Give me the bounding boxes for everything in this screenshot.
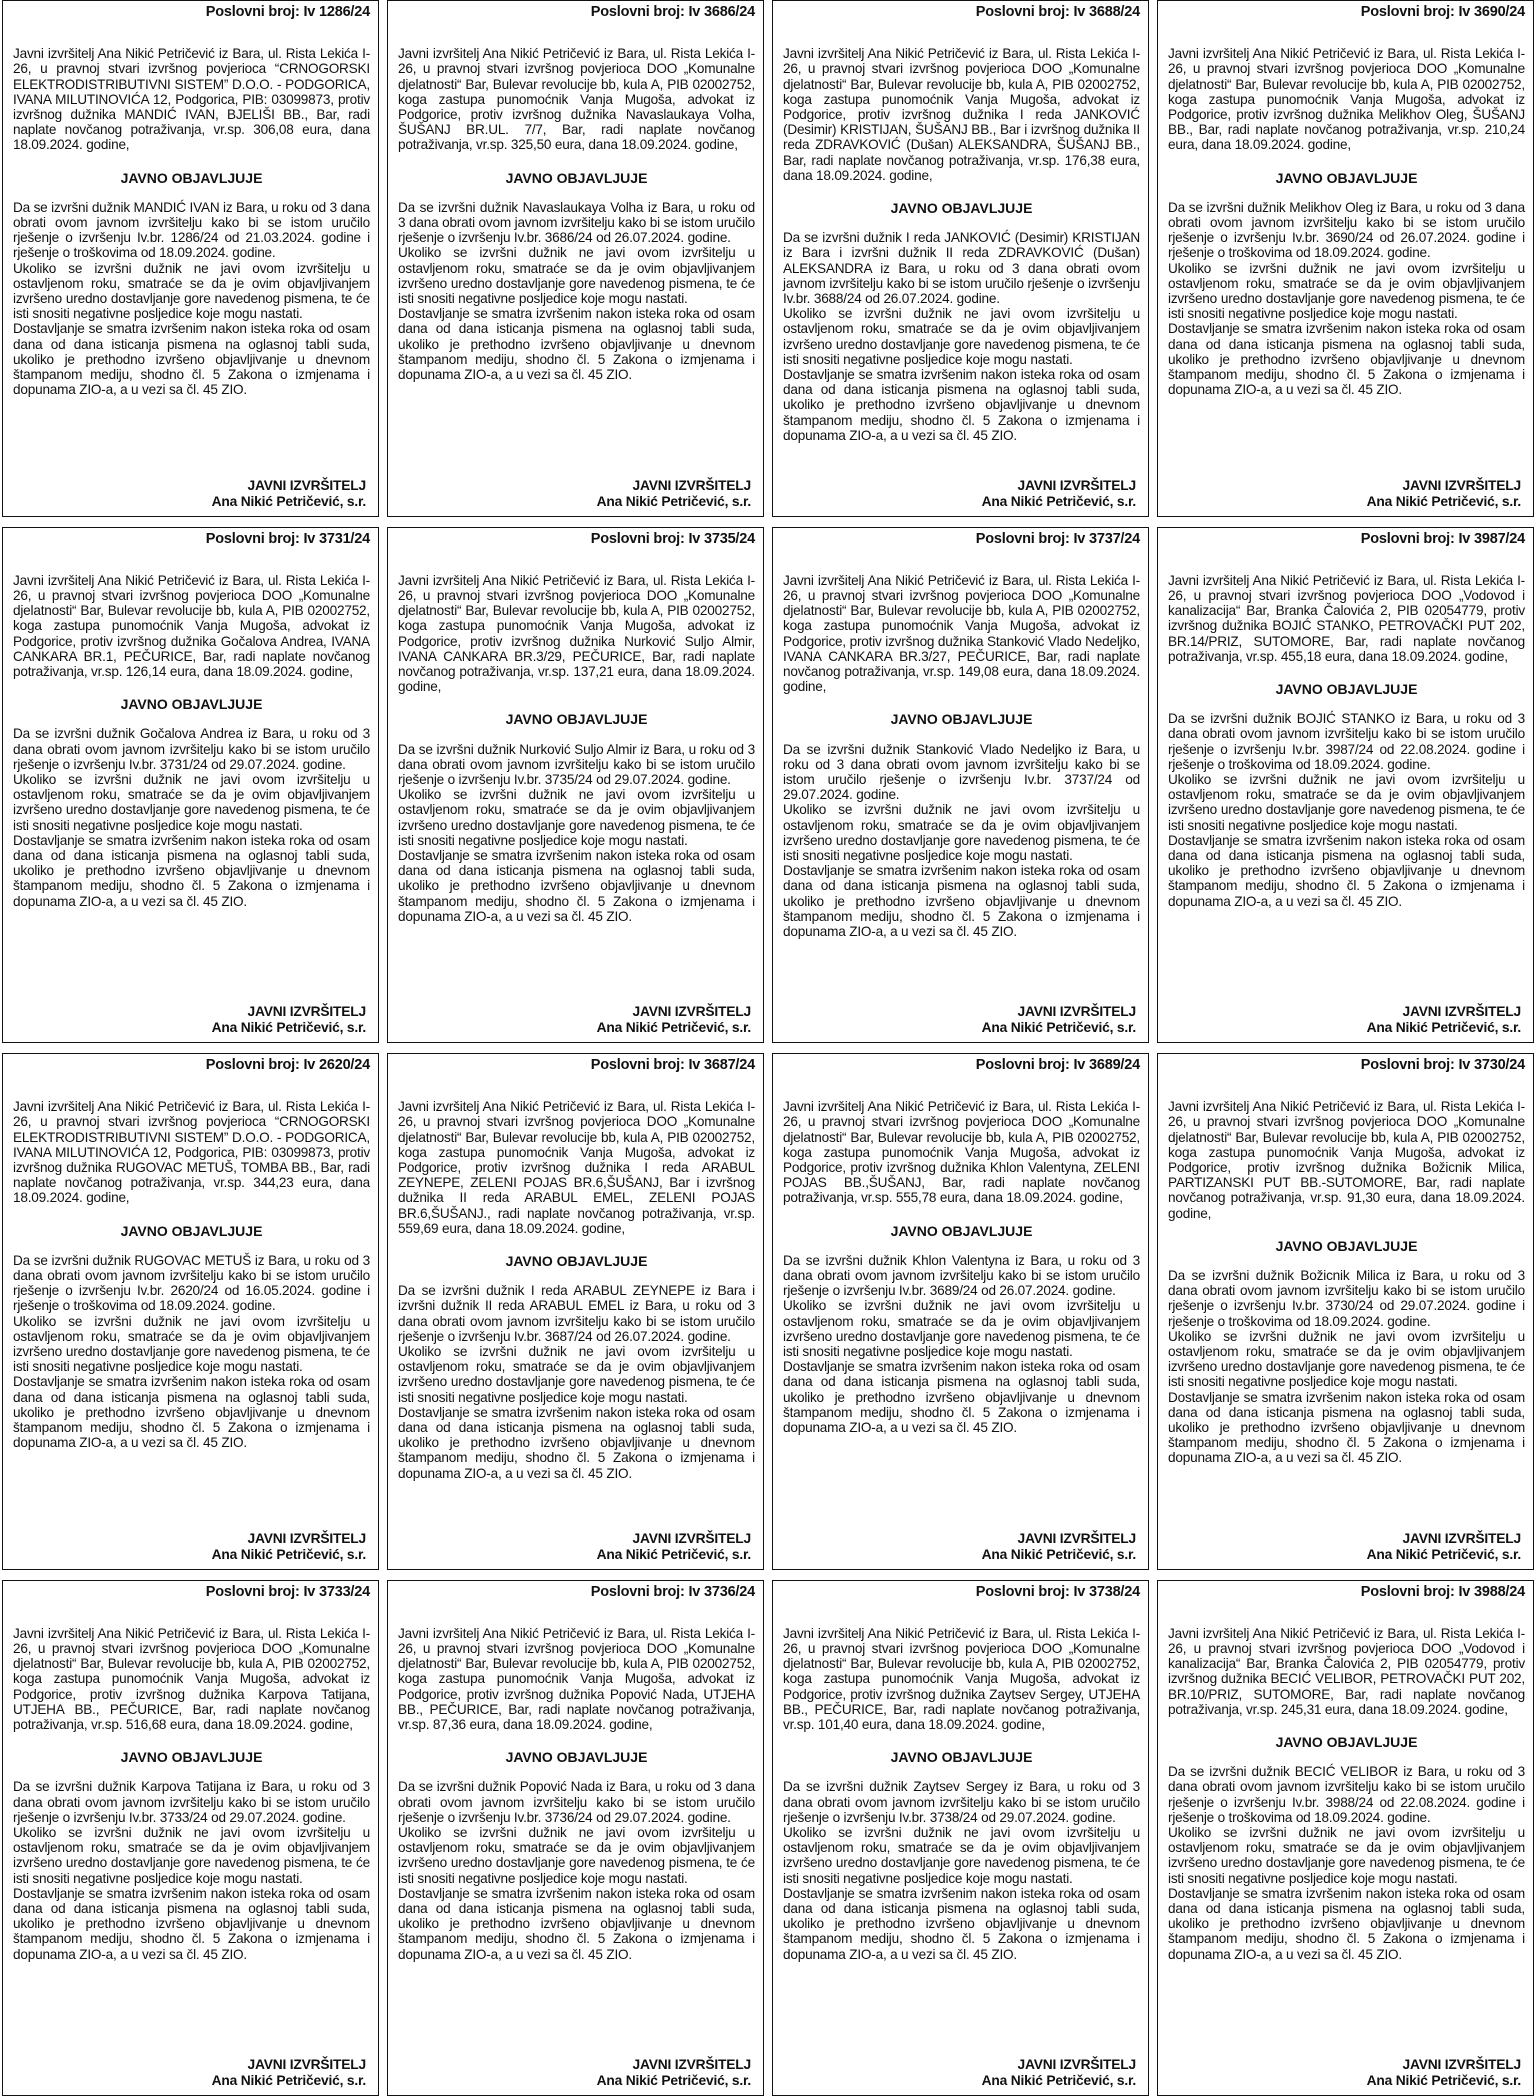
notice-heading: JAVNO OBJAVLJUJE	[1275, 1733, 1418, 1750]
notice-consequence: Ukoliko se izvršni dužnik ne javi ovom izvršitelju u ostavljenom roku, smatraće se da je ovim objavljivanjem izvršeno uredno dostavljanje gore navedenog pismena, te će isti snositi negativne posljedice koje mogu nastati.	[783, 306, 1140, 367]
signature-block	[783, 2057, 1140, 2089]
notice-intro: Javni izvršitelj Ana Nikić Petričević iz Bara, ul. Rista Lekića I-26, u pravnoj stvari izvršnog povjerioca DOO „Komunalne djelatnosti“ Bar, Bulevar revolucije bb, kula A, PIB 02002752, koga zastupa punomoćnik Vanja Mugoša, advokat iz Podgorice, protiv izvršnog dužnika Navaslaukaya Volha, ŠUŠANJ BR.UL. 7/7, Bar, radi naplate novčanog potraživanja, vr.sp. 325,50 eura, dana 18.09.2024. godine,	[398, 46, 755, 153]
notice-heading: JAVNO OBJAVLJUJE	[890, 200, 1033, 217]
notice-delivery: Dostavljanje se smatra izvršenim nakon isteka roka od osam dana od dana isticanja pismena na oglasnoj tabli suda, ukoliko je prethodno izvršeno objavljivanje u dnevnom štampanom mediju, shodno čl. 5 Zakona o izmjenama i dopunama ZIO-a, a u vezi sa čl. 45 ZIO.	[783, 367, 1140, 443]
notice-consequence: Ukoliko se izvršni dužnik ne javi ovom izvršitelju u ostavljenom roku, smatraće se da je ovim objavljivanjem izvršeno uredno dostavljanje gore navedenog pismena, te će isti snositi negativne posljedice koje mogu nastati.	[13, 1824, 370, 1886]
notice-heading: JAVNO OBJAVLJUJE	[505, 1253, 648, 1270]
signature-block	[783, 1531, 1140, 1563]
signature-title: JAVNI IZVRŠITELJ	[1402, 1004, 1521, 1019]
signature-name: Ana Nikić Petričević, s.r.	[596, 1020, 751, 1035]
case-number: Poslovni broj: Iv 1286/24	[205, 4, 370, 20]
case-number: Poslovni broj: Iv 2620/24	[205, 1057, 370, 1073]
notice-intro: Javni izvršitelj Ana Nikić Petričević iz Bara, ul. Rista Lekića I-26, u pravnoj stvari izvršnog povjerioca DOO „Komunalne djelatnosti“ Bar, Bulevar revolucije bb, kula A, PIB 02002752, koga zastupa punomoćnik Vanja Mugoša, advokat iz Podgorice, protiv izvršnog dužnika Karpova Tatijana, UTJEHA BB., PEČURICE, Bar, radi naplate novčanog potraživanja, vr.sp. 516,68 eura, dana 18.09.2024. godine,	[13, 1625, 370, 1732]
notice-intro: Javni izvršitelj Ana Nikić Petričević iz Bara, ul. Rista Lekića I-26, u pravnoj stvari izvršnog povjerioca DOO „Komunalne djelatnosti“ Bar, Bulevar revolucije bb, kula A, PIB 02002752, koga zastupa punomoćnik Vanja Mugoša, advokat iz Podgorice, protiv izvršnog dužnika Nurković Suljo Almir, IVANA CANKARA BR.3/29, PEČURICE, Bar, radi naplate novčanog potraživanja, vr.sp. 137,21 eura, dana 18.09.2024. godine,	[398, 572, 755, 695]
notice-delivery: Dostavljanje se smatra izvršenim nakon isteka roka od osam dana od dana isticanja pismena na oglasnoj tabli suda, ukoliko je prethodno izvršeno objavljivanje u dnevnom štampanom mediju, shodno čl. 5 Zakona o izmjenama i dopunama ZIO-a, a u vezi sa čl. 45 ZIO.	[783, 1359, 1140, 1436]
notice-delivery: Dostavljanje se smatra izvršenim nakon isteka roka od osam dana od dana isticanja pismena na oglasnoj tabli suda, ukoliko je prethodno izvršeno objavljivanje u dnevnom štampanom mediju, shodno čl. 5 Zakona o izmjenama i dopunama ZIO-a, a u vezi sa čl. 45 ZIO.	[783, 863, 1140, 939]
notice-intro: Javni izvršitelj Ana Nikić Petričević iz Bara, ul. Rista Lekića I-26, u pravnoj stvari izvršnog povjerioca DOO „Komunalne djelatnosti“ Bar, Bulevar revolucije bb, kula A, PIB 02002752, koga zastupa punomoćnik Vanja Mugoša, advokat iz Podgorice, protiv izvršnog dužnika Stanković Vlado Nedeljko, IVANA CANKARA BR.3/27, PEČURICE, Bar, radi naplate novčanog potraživanja, vr.sp. 149,08 eura, dana 18.09.2024. godine,	[783, 572, 1140, 695]
notice-heading: JAVNO OBJAVLJUJE	[1275, 169, 1418, 186]
case-number: Poslovni broj: Iv 3987/24	[1360, 530, 1525, 547]
signature-block	[1168, 478, 1525, 510]
signature-block	[1168, 2057, 1525, 2089]
notice-declaration: Da se izvršni dužnik BOJIĆ STANKO iz Bara, u roku od 3 dana obrati ovom javnom izvršitelju kako bi se istom uručilo rješenje o izvršenju Iv.br. 3987/24 od 22.08.2024. godine i rješenje o troškovima od 18.09.2024. godine.	[1168, 711, 1525, 772]
notice-declaration: Da se izvršni dužnik Melikhov Oleg iz Bara, u roku od 3 dana obrati ovom javnom izvršitelju kako bi se istom uručilo rješenje o izvršenju Iv.br. 3690/24 od 26.07.2024. godine i rješenje o troškovima od 18.09.2024. godine.	[1168, 199, 1525, 261]
notice-heading: JAVNO OBJAVLJUJE	[120, 169, 263, 186]
signature-name: Ana Nikić Petričević, s.r.	[981, 493, 1136, 509]
notice-iv-3730-24	[1157, 1053, 1534, 1570]
case-number: Poslovni broj: Iv 3731/24	[205, 530, 370, 547]
notice-iv-3688-24	[772, 0, 1149, 517]
notice-declaration: Da se izvršni dužnik Khlon Valentyna iz Bara, u roku od 3 dana obrati ovom javnom izvršitelju kako bi se istom uručilo rješenje o izvršenju Iv.br. 3689/24 od 26.07.2024. godine.	[783, 1252, 1140, 1299]
notice-intro: Javni izvršitelj Ana Nikić Petričević iz Bara, ul. Rista Lekića I-26, u pravnoj stvari izvršnog povjerioca “CRNOGORSKI ELEKTRODISTRIBUTIVNI SISTEM” D.O.O. - PODGORICA, IVANA MILUTINOVIĆA 12, Podgorica, PIB: 03099873, protiv izvršnog dužnika RUGOVAC METUŠ, TOMBA BB., Bar, radi naplate novčanog potraživanja, vr.sp. 344,23 eura, dana 18.09.2024. godine,	[13, 1099, 370, 1206]
case-number: Poslovni broj: Iv 3988/24	[1360, 1583, 1525, 1600]
signature-name: Ana Nikić Petričević, s.r.	[981, 1546, 1136, 1562]
signature-block	[398, 2057, 755, 2089]
notice-iv-3735-24	[387, 527, 764, 1044]
signature-title: JAVNI IZVRŠITELJ	[247, 1004, 366, 1019]
notice-consequence: Ukoliko se izvršni dužnik ne javi ovom izvršitelju u ostavljenom roku, smatraće se da je ovim objavljivanjem izvršeno uredno dostavljanje gore navedenog pismena, te će isti snositi negativne posljedice koje mogu nastati.	[1168, 1824, 1525, 1886]
notice-iv-3686-24	[387, 0, 764, 517]
signature-name: Ana Nikić Petričević, s.r.	[981, 1020, 1136, 1035]
notice-declaration: Da se izvršni dužnik Nurković Suljo Almir iz Bara, u roku od 3 dana obrati ovom javnom izvršitelju kako bi se istom uručilo rješenje o izvršenju Iv.br. 3735/24 od 29.07.2024. godine.	[398, 741, 755, 787]
signature-title: JAVNI IZVRŠITELJ	[632, 1530, 751, 1546]
notice-delivery: Dostavljanje se smatra izvršenim nakon isteka roka od osam dana od dana isticanja pismena na oglasnoj tabli suda, ukoliko je prethodno izvršeno objavljivanje u dnevnom štampanom mediju, shodno čl. 5 Zakona o izmjenama i dopunama ZIO-a, a u vezi sa čl. 45 ZIO.	[13, 832, 370, 909]
notice-declaration: Da se izvršni dužnik Stanković Vlado Nedeljko iz Bara, u roku od 3 dana obrati ovom javnom izvršitelju kako bi se istom uručilo rješenje o izvršenju Iv.br. 3737/24 od 29.07.2024. godine.	[783, 741, 1140, 803]
notice-consequence: Ukoliko se izvršni dužnik ne javi ovom izvršitelju u ostavljenom roku, smatraće se da je ovim objavljivanjem izvršeno uredno dostavljanje gore navedenog pismena, te će isti snositi negativne posljedice koje mogu nastati.	[398, 787, 755, 848]
signature-block	[783, 1004, 1140, 1036]
case-number: Poslovni broj: Iv 3686/24	[590, 4, 755, 20]
signature-name: Ana Nikić Petričević, s.r.	[1366, 2073, 1521, 2088]
signature-title: JAVNI IZVRŠITELJ	[1017, 1530, 1136, 1546]
signature-block	[1168, 1531, 1525, 1563]
case-number: Poslovni broj: Iv 3736/24	[590, 1583, 755, 1600]
notice-consequence: Ukoliko se izvršni dužnik ne javi ovom izvršitelju u ostavljenom roku, smatraće se da je ovim objavljivanjem izvršeno uredno dostavljanje gore navedenog pismena, te će isti snositi negativne posljedice koje mogu nastati.	[398, 245, 755, 307]
notice-consequence: Ukoliko se izvršni dužnik ne javi ovom izvršitelju u ostavljenom roku, smatraće se da je ovim objavljivanjem izvršeno uredno dostavljanje gore navedenog pismena, te će isti snositi negativne posljedice koje mogu nastati.	[13, 1313, 370, 1375]
case-number: Poslovni broj: Iv 3690/24	[1360, 4, 1525, 20]
signature-title: JAVNI IZVRŠITELJ	[1017, 477, 1136, 493]
case-number: Poslovni broj: Iv 3688/24	[975, 4, 1140, 20]
notice-intro: Javni izvršitelj Ana Nikić Petričević iz Bara, ul. Rista Lekića I-26, u pravnoj stvari izvršnog povjerioca DOO „Komunalne djelatnosti“ Bar, Bulevar revolucije bb, kula A, PIB 02002752, koga zastupa punomoćnik Vanja Mugoša, advokat iz Podgorice, protiv izvršnog dužnika I reda JANKOVIĆ (Desimir) KRISTIJAN, ŠUŠANJ BB., Bar i izvršnog dužnika II reda ZDRAVKOVIĆ (Dušan) ALEKSANDRA, ŠUŠANJ BB., Bar, radi naplate novčanog potraživanja, vr.sp. 176,38 eura, dana 18.09.2024. godine,	[783, 46, 1140, 183]
notice-declaration: Da se izvršni dužnik I reda JANKOVIĆ (Desimir) KRISTIJAN iz Bara i izvršni dužnik II reda ZDRAVKOVIĆ (Dušan) ALEKSANDRA iz Bara, u roku od 3 dana obrati ovom javnom izvršitelju kako bi se istom uručilo rješenje o izvršenju Iv.br. 3688/24 od 26.07.2024. godine.	[783, 230, 1140, 307]
notice-heading: JAVNO OBJAVLJUJE	[120, 696, 263, 713]
signature-block	[1168, 1004, 1525, 1036]
case-number: Poslovni broj: Iv 3733/24	[205, 1583, 370, 1600]
notice-declaration: Da se izvršni dužnik Božicnik Milica iz Bara, u roku od 3 dana obrati ovom javnom izvršitelju kako bi se istom uručilo rješenje o izvršenju Iv.br. 3730/24 od 29.07.2024. godine i rješenje o troškovima od 18.09.2024. godine.	[1168, 1268, 1525, 1329]
notice-consequence: Ukoliko se izvršni dužnik ne javi ovom izvršitelju u ostavljenom roku, smatraće se da je ovim objavljivanjem izvršeno uredno dostavljanje gore navedenog pismena, te će isti snositi negativne posljedice koje mogu nastati.	[783, 1824, 1140, 1886]
signature-name: Ana Nikić Petričević, s.r.	[1366, 1546, 1521, 1562]
notice-consequence: Ukoliko se izvršni dužnik ne javi ovom izvršitelju u ostavljenom roku, smatraće se da je ovim objavljivanjem izvršeno uredno dostavljanje gore navedenog pismena, te će isti snositi negativne posljedice koje mogu nastati.	[398, 1824, 755, 1886]
case-number: Poslovni broj: Iv 3737/24	[975, 530, 1140, 547]
notice-consequence: Ukoliko se izvršni dužnik ne javi ovom izvršitelju u ostavljenom roku, smatraće se da je ovim objavljivanjem izvršeno uredno dostavljanje gore navedenog pismena, te će isti snositi negativne posljedice koje mogu nastati.	[1168, 1328, 1525, 1390]
notice-intro: Javni izvršitelj Ana Nikić Petričević iz Bara, ul. Rista Lekića I-26, u pravnoj stvari izvršnog povjerioca DOO „Vodovod i kanalizacija“ Bar, Branka Čalovića 2, PIB 02054779, protiv izvršnog dužnika BECIĆ VELIBOR, PETROVAČKI PUT 202, BR.10/PRIZ, SUTOMORE, Bar, radi naplate novčanog potraživanja, vr.sp. 245,31 eura, dana 18.09.2024. godine,	[1168, 1625, 1525, 1717]
case-number: Poslovni broj: Iv 3735/24	[590, 530, 755, 547]
notice-consequence: Ukoliko se izvršni dužnik ne javi ovom izvršitelju u ostavljenom roku, smatraće se da je ovim objavljivanjem izvršeno uredno dostavljanje gore navedenog pismena, te će isti snositi negativne posljedice koje mogu nastati.	[1168, 771, 1525, 833]
notice-iv-3987-24	[1157, 527, 1534, 1044]
signature-title: JAVNI IZVRŠITELJ	[632, 477, 751, 493]
signature-title: JAVNI IZVRŠITELJ	[632, 1004, 751, 1019]
notice-declaration: Da se izvršni dužnik Karpova Tatijana iz Bara, u roku od 3 dana obrati ovom javnom izvršitelju kako bi se istom uručilo rješenje o izvršenju Iv.br. 3733/24 od 29.07.2024. godine.	[13, 1779, 370, 1825]
notice-consequence: Ukoliko se izvršni dužnik ne javi ovom izvršitelju u ostavljenom roku, smatraće se da je ovim objavljivanjem izvršeno uredno dostavljanje gore navedenog pismena, te će isti snositi negativne posljedice koje mogu nastati.	[13, 260, 370, 322]
notice-declaration: Da se izvršni dužnik Zaytsev Sergey iz Bara, u roku od 3 dana obrati ovom javnom izvršitelju kako bi se istom uručilo rješenje o izvršenju Iv.br. 3738/24 od 29.07.2024. godine.	[783, 1779, 1140, 1825]
notice-delivery: Dostavljanje se smatra izvršenim nakon isteka roka od osam dana od dana isticanja pismena na oglasnoj tabli suda, ukoliko je prethodno izvršeno objavljivanje u dnevnom štampanom mediju, shodno čl. 5 Zakona o izmjenama i dopunama ZIO-a, a u vezi sa čl. 45 ZIO.	[783, 1885, 1140, 1962]
notice-iv-3731-24	[2, 527, 379, 1044]
signature-title: JAVNI IZVRŠITELJ	[1402, 1530, 1521, 1546]
case-number: Poslovni broj: Iv 3689/24	[975, 1057, 1140, 1073]
signature-block	[13, 1531, 370, 1563]
signature-name: Ana Nikić Petričević, s.r.	[596, 493, 751, 509]
notice-heading: JAVNO OBJAVLJUJE	[890, 711, 1033, 728]
signature-name: Ana Nikić Petričević, s.r.	[211, 1546, 366, 1562]
signature-title: JAVNI IZVRŠITELJ	[1017, 1004, 1136, 1019]
notice-declaration: Da se izvršni dužnik Popović Nada iz Bara, u roku od 3 dana obrati ovom javnom izvršitelju kako bi se istom uručilo rješenje o izvršenju Iv.br. 3736/24 od 29.07.2024. godine.	[398, 1779, 755, 1825]
notice-declaration: Da se izvršni dužnik I reda ARABUL ZEYNEPE iz Bara i izvršni dužnik II reda ARABUL EMEL iz Bara, u roku od 3 dana obrati ovom javnom izvršitelju kako bi se istom uručilo rješenje o izvršenju Iv.br. 3687/24 od 26.07.2024. godine.	[398, 1283, 755, 1344]
notice-iv-2620-24	[2, 1053, 379, 1570]
signature-title: JAVNI IZVRŠITELJ	[247, 477, 366, 493]
notice-declaration: Da se izvršni dužnik Navaslaukaya Volha iz Bara, u roku od 3 dana obrati ovom javnom izvršitelju kako bi se istom uručilo rješenje o izvršenju Iv.br. 3686/24 od 26.07.2024. godine.	[398, 199, 755, 246]
notice-iv-3687-24	[387, 1053, 764, 1570]
notice-delivery: Dostavljanje se smatra izvršenim nakon isteka roka od osam dana od dana isticanja pismena na oglasnoj tabli suda, ukoliko je prethodno izvršeno objavljivanje u dnevnom štampanom mediju, shodno čl. 5 Zakona o izmjenama i dopunama ZIO-a, a u vezi sa čl. 45 ZIO.	[1168, 1885, 1525, 1962]
notice-intro: Javni izvršitelj Ana Nikić Petričević iz Bara, ul. Rista Lekića I-26, u pravnoj stvari izvršnog povjerioca DOO „Komunalne djelatnosti“ Bar, Bulevar revolucije bb, kula A, PIB 02002752, koga zastupa punomoćnik Vanja Mugoša, advokat iz Podgorice, protiv izvršnog dužnika Popović Nada, UTJEHA BB., PEČURICE, Bar, radi naplate novčanog potraživanja, vr.sp. 87,36 eura, dana 18.09.2024. godine,	[398, 1625, 755, 1732]
signature-block	[13, 2057, 370, 2089]
signature-block	[398, 478, 755, 510]
signature-name: Ana Nikić Petričević, s.r.	[596, 1546, 751, 1562]
notice-intro: Javni izvršitelj Ana Nikić Petričević iz Bara, ul. Rista Lekića I-26, u pravnoj stvari izvršnog povjerioca DOO „Komunalne djelatnosti“ Bar, Bulevar revolucije bb, kula A, PIB 02002752, koga zastupa punomoćnik Vanja Mugoša, advokat iz Podgorice, protiv izvršnog dužnika Zaytsev Sergey, UTJEHA BB., PEČURICE, Bar, radi naplate novčanog potraživanja, vr.sp. 101,40 eura, dana 18.09.2024. godine,	[783, 1625, 1140, 1732]
notice-heading: JAVNO OBJAVLJUJE	[1275, 1237, 1418, 1254]
notice-iv-3736-24	[387, 1580, 764, 2097]
notice-consequence: Ukoliko se izvršni dužnik ne javi ovom izvršitelju u ostavljenom roku, smatraće se da je ovim objavljivanjem izvršeno uredno dostavljanje gore navedenog pismena, te će isti snositi negativne posljedice koje mogu nastati.	[783, 1298, 1140, 1360]
notices-grid	[2, 0, 1534, 2096]
notice-intro: Javni izvršitelj Ana Nikić Petričević iz Bara, ul. Rista Lekića I-26, u pravnoj stvari izvršnog povjerioca “CRNOGORSKI ELEKTRODISTRIBUTIVNI SISTEM” D.O.O. - PODGORICA, IVANA MILUTINOVIĆA 12, Podgorica, PIB: 03099873, protiv izvršnog dužnika MANDIĆ IVAN, BJELIŠI BB., Bar, radi naplate novčanog potraživanja, vr.sp. 306,08 eura, dana 18.09.2024. godine,	[13, 46, 370, 153]
notice-delivery: Dostavljanje se smatra izvršenim nakon isteka roka od osam dana od dana isticanja pismena na oglasnoj tabli suda, ukoliko je prethodno izvršeno objavljivanje u dnevnom štampanom mediju, shodno čl. 5 Zakona o izmjenama i dopunama ZIO-a, a u vezi sa čl. 45 ZIO.	[13, 321, 370, 398]
notice-declaration: Da se izvršni dužnik BECIĆ VELIBOR iz Bara, u roku od 3 dana obrati ovom javnom izvršitelju kako bi se istom uručilo rješenje o izvršenju Iv.br. 3988/24 od 22.08.2024. godine i rješenje o troškovima od 18.09.2024. godine.	[1168, 1764, 1525, 1825]
notice-intro: Javni izvršitelj Ana Nikić Petričević iz Bara, ul. Rista Lekića I-26, u pravnoj stvari izvršnog povjerioca DOO „Komunalne djelatnosti“ Bar, Bulevar revolucije bb, kula A, PIB 02002752, koga zastupa punomoćnik Vanja Mugoša, advokat iz Podgorice, protiv izvršnog dužnika Melikhov Oleg, ŠUŠANJ BB., Bar, radi naplate novčanog potraživanja, vr.sp. 210,24 eura, dana 18.09.2024. godine,	[1168, 46, 1525, 153]
notice-intro: Javni izvršitelj Ana Nikić Petričević iz Bara, ul. Rista Lekića I-26, u pravnoj stvari izvršnog povjerioca DOO „Komunalne djelatnosti“ Bar, Bulevar revolucije bb, kula A, PIB 02002752, koga zastupa punomoćnik Vanja Mugoša, advokat iz Podgorice, protiv izvršnog dužnika Božicnik Milica, PARTIZANSKI PUT BB.-SUTOMORE, Bar, radi naplate novčanog potraživanja, vr.sp. 91,30 eura, dana 18.09.2024. godine,	[1168, 1099, 1525, 1221]
notice-delivery: Dostavljanje se smatra izvršenim nakon isteka roka od osam dana od dana isticanja pismena na oglasnoj tabli suda, ukoliko je prethodno izvršeno objavljivanje u dnevnom štampanom mediju, shodno čl. 5 Zakona o izmjenama i dopunama ZIO-a, a u vezi sa čl. 45 ZIO.	[398, 1404, 755, 1481]
notice-heading: JAVNO OBJAVLJUJE	[505, 1749, 648, 1766]
notice-consequence: Ukoliko se izvršni dužnik ne javi ovom izvršitelju u ostavljenom roku, smatraće se da je ovim objavljivanjem izvršeno uredno dostavljanje gore navedenog pismena, te će isti snositi negativne posljedice koje mogu nastati.	[783, 802, 1140, 863]
notice-declaration: Da se izvršni dužnik MANDIĆ IVAN iz Bara, u roku od 3 dana obrati ovom javnom izvršitelju kako bi se istom uručilo rješenje o izvršenju Iv.br. 1286/24 od 21.03.2024. godine i rješenje o troškovima od 18.09.2024. godine.	[13, 199, 370, 261]
notice-iv-3689-24	[772, 1053, 1149, 1570]
notice-consequence: Ukoliko se izvršni dužnik ne javi ovom izvršitelju u ostavljenom roku, smatraće se da je ovim objavljivanjem izvršeno uredno dostavljanje gore navedenog pismena, te će isti snositi negativne posljedice koje mogu nastati.	[13, 771, 370, 833]
case-number: Poslovni broj: Iv 3730/24	[1360, 1057, 1525, 1073]
signature-title: JAVNI IZVRŠITELJ	[1402, 477, 1521, 493]
notice-heading: JAVNO OBJAVLJUJE	[505, 169, 648, 186]
notice-intro: Javni izvršitelj Ana Nikić Petričević iz Bara, ul. Rista Lekića I-26, u pravnoj stvari izvršnog povjerioca DOO „Komunalne djelatnosti“ Bar, Bulevar revolucije bb, kula A, PIB 02002752, koga zastupa punomoćnik Vanja Mugoša, advokat iz Podgorice, protiv izvršnog dužnika Gočalova Andrea, IVANA CANKARA BR.1, PEČURICE, Bar, radi naplate novčanog potraživanja, vr.sp. 126,14 eura, dana 18.09.2024. godine,	[13, 572, 370, 679]
signature-name: Ana Nikić Petričević, s.r.	[211, 1020, 366, 1035]
notice-delivery: Dostavljanje se smatra izvršenim nakon isteka roka od osam dana od dana isticanja pismena na oglasnoj tabli suda, ukoliko je prethodno izvršeno objavljivanje u dnevnom štampanom mediju, shodno čl. 5 Zakona o izmjenama i dopunama ZIO-a, a u vezi sa čl. 45 ZIO.	[398, 306, 755, 383]
notice-consequence: Ukoliko se izvršni dužnik ne javi ovom izvršitelju u ostavljenom roku, smatraće se da je ovim objavljivanjem izvršeno uredno dostavljanje gore navedenog pismena, te će isti snositi negativne posljedice koje mogu nastati.	[1168, 260, 1525, 322]
signature-title: JAVNI IZVRŠITELJ	[247, 1530, 366, 1546]
notice-declaration: Da se izvršni dužnik Gočalova Andrea iz Bara, u roku od 3 dana obrati ovom javnom izvršitelju kako bi se istom uručilo rješenje o izvršenju Iv.br. 3731/24 od 29.07.2024. godine.	[13, 726, 370, 772]
notice-delivery: Dostavljanje se smatra izvršenim nakon isteka roka od osam dana od dana isticanja pismena na oglasnoj tabli suda, ukoliko je prethodno izvršeno objavljivanje u dnevnom štampanom mediju, shodno čl. 5 Zakona o izmjenama i dopunama ZIO-a, a u vezi sa čl. 45 ZIO.	[1168, 832, 1525, 909]
notice-iv-3988-24	[1157, 1580, 1534, 2097]
notice-iv-3737-24	[772, 527, 1149, 1044]
notice-delivery: Dostavljanje se smatra izvršenim nakon isteka roka od osam dana od dana isticanja pismena na oglasnoj tabli suda, ukoliko je prethodno izvršeno objavljivanje u dnevnom štampanom mediju, shodno čl. 5 Zakona o izmjenama i dopunama ZIO-a, a u vezi sa čl. 45 ZIO.	[398, 847, 755, 924]
notice-iv-1286-24	[2, 0, 379, 517]
signature-title: JAVNI IZVRŠITELJ	[1017, 2057, 1136, 2072]
notice-delivery: Dostavljanje se smatra izvršenim nakon isteka roka od osam dana od dana isticanja pismena na oglasnoj tabli suda, ukoliko je prethodno izvršeno objavljivanje u dnevnom štampanom mediju, shodno čl. 5 Zakona o izmjenama i dopunama ZIO-a, a u vezi sa čl. 45 ZIO.	[13, 1374, 370, 1451]
signature-block	[398, 1531, 755, 1563]
signature-title: JAVNI IZVRŠITELJ	[247, 2057, 366, 2072]
notice-consequence: Ukoliko se izvršni dužnik ne javi ovom izvršitelju u ostavljenom roku, smatraće se da je ovim objavljivanjem izvršeno uredno dostavljanje gore navedenog pismena, te će isti snositi negativne posljedice koje mogu nastati.	[398, 1344, 755, 1405]
notice-delivery: Dostavljanje se smatra izvršenim nakon isteka roka od osam dana od dana isticanja pismena na oglasnoj tabli suda, ukoliko je prethodno izvršeno objavljivanje u dnevnom štampanom mediju, shodno čl. 5 Zakona o izmjenama i dopunama ZIO-a, a u vezi sa čl. 45 ZIO.	[1168, 321, 1525, 398]
notice-heading: JAVNO OBJAVLJUJE	[120, 1222, 263, 1239]
notice-declaration: Da se izvršni dužnik RUGOVAC METUŠ iz Bara, u roku od 3 dana obrati ovom javnom izvršitelju kako bi se istom uručilo rješenje o izvršenju Iv.br. 2620/24 od 16.05.2024. godine i rješenje o troškovima od 18.09.2024. godine.	[13, 1252, 370, 1314]
signature-block	[13, 1004, 370, 1036]
notice-delivery: Dostavljanje se smatra izvršenim nakon isteka roka od osam dana od dana isticanja pismena na oglasnoj tabli suda, ukoliko je prethodno izvršeno objavljivanje u dnevnom štampanom mediju, shodno čl. 5 Zakona o izmjenama i dopunama ZIO-a, a u vezi sa čl. 45 ZIO.	[1168, 1389, 1525, 1466]
signature-block	[13, 478, 370, 510]
case-number: Poslovni broj: Iv 3738/24	[975, 1583, 1140, 1600]
signature-name: Ana Nikić Petričević, s.r.	[1366, 1020, 1521, 1035]
signature-name: Ana Nikić Petričević, s.r.	[981, 2073, 1136, 2088]
notice-intro: Javni izvršitelj Ana Nikić Petričević iz Bara, ul. Rista Lekića I-26, u pravnoj stvari izvršnog povjerioca DOO „Komunalne djelatnosti“ Bar, Bulevar revolucije bb, kula A, PIB 02002752, koga zastupa punomoćnik Vanja Mugoša, advokat iz Podgorice, protiv izvršnog dužnika I reda ARABUL ZEYNEPE, ZELENI POJAS BR.6,ŠUŠANJ, Bar i izvršnog dužnika II reda ARABUL EMEL, ZELENI POJAS BR.6,ŠUŠANJ., radi naplate novčanog potraživanja, vr.sp. 559,69 eura, dana 18.09.2024. godine,	[398, 1099, 755, 1236]
notice-iv-3733-24	[2, 1580, 379, 2097]
signature-name: Ana Nikić Petričević, s.r.	[1366, 493, 1521, 509]
signature-block	[783, 478, 1140, 510]
notice-intro: Javni izvršitelj Ana Nikić Petričević iz Bara, ul. Rista Lekića I-26, u pravnoj stvari izvršnog povjerioca DOO „Komunalne djelatnosti“ Bar, Bulevar revolucije bb, kula A, PIB 02002752, koga zastupa punomoćnik Vanja Mugoša, advokat iz Podgorice, protiv izvršnog dužnika Khlon Valentyna, ZELENI POJAS BB.,ŠUŠANJ, Bar, radi naplate novčanog potraživanja, vr.sp. 555,78 eura, dana 18.09.2024. godine,	[783, 1099, 1140, 1206]
notice-delivery: Dostavljanje se smatra izvršenim nakon isteka roka od osam dana od dana isticanja pismena na oglasnoj tabli suda, ukoliko je prethodno izvršeno objavljivanje u dnevnom štampanom mediju, shodno čl. 5 Zakona o izmjenama i dopunama ZIO-a, a u vezi sa čl. 45 ZIO.	[398, 1885, 755, 1962]
signature-name: Ana Nikić Petričević, s.r.	[596, 2073, 751, 2088]
signature-name: Ana Nikić Petričević, s.r.	[211, 2073, 366, 2088]
notice-intro: Javni izvršitelj Ana Nikić Petričević iz Bara, ul. Rista Lekića I-26, u pravnoj stvari izvršnog povjerioca DOO „Vodovod i kanalizacija“ Bar, Branka Čalovića 2, PIB 02054779, protiv izvršnog dužnika BOJIĆ STANKO, PETROVAČKI PUT 202, BR.14/PRIZ, SUTOMORE, Bar, radi naplate novčanog potraživanja, vr.sp. 455,18 eura, dana 18.09.2024. godine,	[1168, 572, 1525, 664]
case-number: Poslovni broj: Iv 3687/24	[590, 1057, 755, 1073]
signature-title: JAVNI IZVRŠITELJ	[632, 2057, 751, 2072]
signature-block	[398, 1004, 755, 1036]
notice-heading: JAVNO OBJAVLJUJE	[1275, 680, 1418, 697]
notice-heading: JAVNO OBJAVLJUJE	[505, 711, 648, 728]
notice-heading: JAVNO OBJAVLJUJE	[890, 1749, 1033, 1766]
notice-delivery: Dostavljanje se smatra izvršenim nakon isteka roka od osam dana od dana isticanja pismena na oglasnoj tabli suda, ukoliko je prethodno izvršeno objavljivanje u dnevnom štampanom mediju, shodno čl. 5 Zakona o izmjenama i dopunama ZIO-a, a u vezi sa čl. 45 ZIO.	[13, 1885, 370, 1962]
signature-title: JAVNI IZVRŠITELJ	[1402, 2057, 1521, 2072]
signature-name: Ana Nikić Petričević, s.r.	[211, 493, 366, 509]
notice-heading: JAVNO OBJAVLJUJE	[120, 1749, 263, 1766]
notice-iv-3690-24	[1157, 0, 1534, 517]
notice-iv-3738-24	[772, 1580, 1149, 2097]
notice-heading: JAVNO OBJAVLJUJE	[890, 1222, 1033, 1239]
